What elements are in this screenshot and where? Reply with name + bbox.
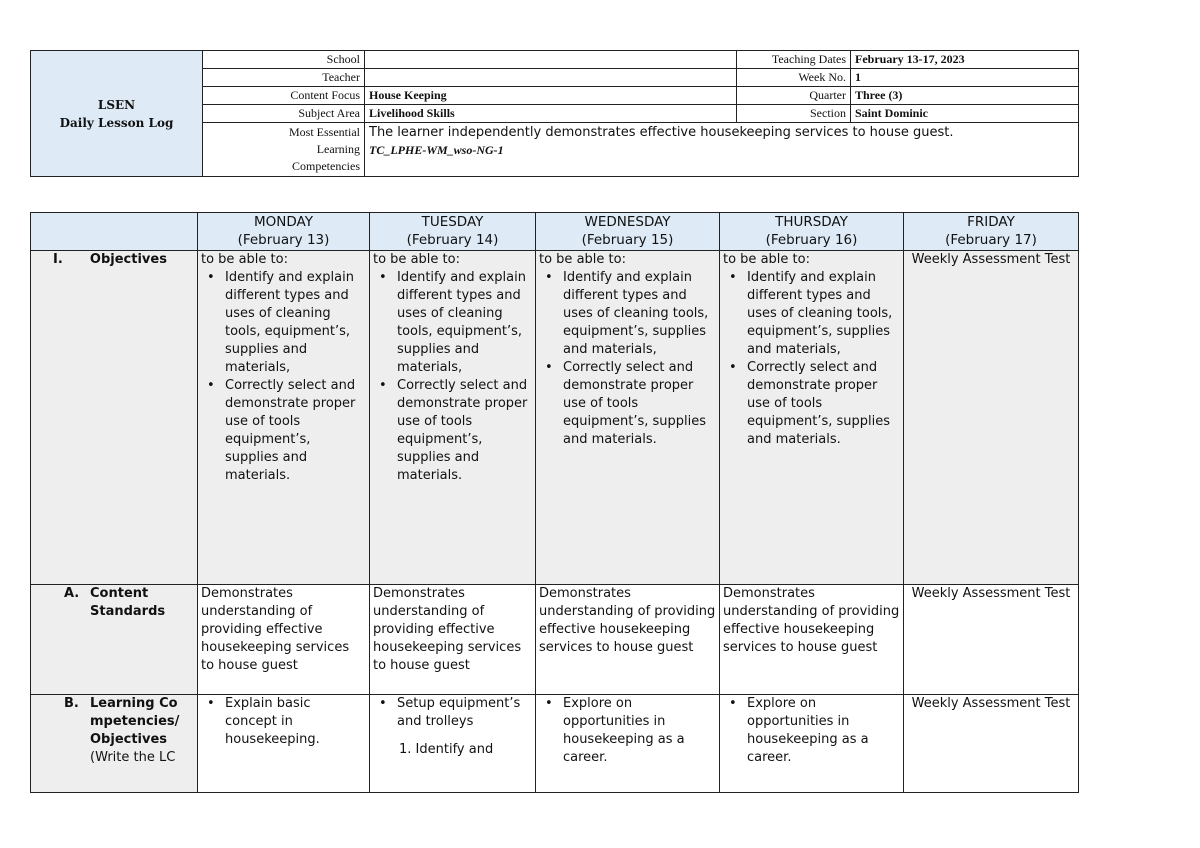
day-header-tuesday <box>370 213 536 251</box>
day-header-thursday <box>720 213 904 251</box>
learning-competencies-header <box>31 695 198 793</box>
teaching-dates-value: February 13-17, 2023 <box>851 51 1079 69</box>
objectives-intro: to be able to: <box>723 252 810 267</box>
teacher-label: Teacher <box>203 69 365 87</box>
learning-competencies-monday <box>198 695 370 793</box>
lesson-log-brand <box>31 51 203 177</box>
objectives-tuesday <box>370 251 536 585</box>
competency-item: • Explain basic concept in housekeeping. <box>225 695 366 749</box>
day-name: THURSDAY <box>775 214 848 230</box>
content-focus-label: Content Focus <box>203 87 365 105</box>
quarter-value: Three (3) <box>851 87 1079 105</box>
school-value <box>365 51 737 69</box>
objective-item: • Correctly select and demonstrate proper use of tools equipment’s, supplies and materials. <box>747 359 900 449</box>
content-standards-tuesday: Demonstrates understanding of providing effective housekeeping services to house guest <box>370 585 536 695</box>
objectives-thursday <box>720 251 904 585</box>
objectives-intro: to be able to: <box>201 252 288 267</box>
day-date: (February 15) <box>581 232 674 248</box>
day-header-monday <box>198 213 370 251</box>
content-standards-wednesday: Demonstrates understanding of providing effective housekeeping services to house guest <box>536 585 720 695</box>
objectives-label: I. Objectives <box>31 251 198 585</box>
learning-competencies-wednesday <box>536 695 720 793</box>
objectives-intro: to be able to: <box>539 252 626 267</box>
row-letter: A. <box>64 586 80 601</box>
content-standards-header <box>31 585 198 695</box>
day-header-friday <box>904 213 1079 251</box>
objectives-intro: to be able to: <box>373 252 460 267</box>
quarter-label: Quarter <box>737 87 851 105</box>
learning-competencies-row <box>31 695 1079 793</box>
school-label: School <box>203 51 365 69</box>
content-standards-friday: Weekly Assessment Test <box>904 585 1079 695</box>
day-name: FRIDAY <box>967 214 1015 230</box>
learning-competencies-label: Learning Competencies/Objectives <box>90 696 180 747</box>
mel-code: TC_LPHE-WM_wso-NG-1 <box>369 143 504 157</box>
objective-item: • Identify and explain different types and uses of cleaning tools, equipment’s, supplies and materials, <box>563 269 716 359</box>
content-focus-value: House Keeping <box>365 87 737 105</box>
objective-item: • Identify and explain different types and uses of cleaning tools, equipment’s, supplies and materials, <box>397 269 532 377</box>
learning-competencies-note: (Write the LC <box>90 750 176 765</box>
learning-competencies-thursday <box>720 695 904 793</box>
day-date: (February 17) <box>945 232 1037 248</box>
brand-daily-lesson-log: Daily Lesson Log <box>59 115 174 130</box>
day-date: (February 16) <box>765 232 858 248</box>
content-standards-thursday: Demonstrates understanding of providing effective housekeeping services to house guest <box>720 585 904 695</box>
row-letter: B. <box>64 696 79 711</box>
subject-area-value: Livelihood Skills <box>365 105 737 123</box>
section-label: Section <box>737 105 851 123</box>
mel-label-line2: Learning <box>316 142 360 156</box>
week-value: 1 <box>851 69 1079 87</box>
objective-item: • Identify and explain different types and uses of cleaning tools, equipment’s, supplies and materials, <box>747 269 900 359</box>
objective-item: • Identify and explain different types and uses of cleaning tools, equipment’s, supplies and materials, <box>225 269 366 377</box>
learning-competencies-tuesday <box>370 695 536 793</box>
content-standards-row <box>31 585 1079 695</box>
day-name: WEDNESDAY <box>584 214 671 230</box>
objectives-monday <box>198 251 370 585</box>
section-value: Saint Dominic <box>851 105 1079 123</box>
corner-cell <box>31 213 198 251</box>
objective-item: • Correctly select and demonstrate proper use of tools equipment’s, supplies and materials. <box>225 377 366 485</box>
teaching-dates-label: Teaching Dates <box>737 51 851 69</box>
header-table <box>30 50 1079 177</box>
mel-text: The learner independently demonstrates effective housekeeping services to house guest. <box>369 125 954 140</box>
objectives-row <box>31 251 1079 585</box>
learning-competencies-friday: Weekly Assessment Test <box>904 695 1079 793</box>
day-name: MONDAY <box>254 214 313 230</box>
week-label: Week No. <box>737 69 851 87</box>
objective-item: • Correctly select and demonstrate proper use of tools equipment’s, supplies and materials. <box>563 359 716 449</box>
objective-item: • Correctly select and demonstrate proper use of tools equipment’s, supplies and materials. <box>397 377 532 485</box>
day-date: (February 13) <box>237 232 330 248</box>
brand-lsen: LSEN <box>97 97 136 112</box>
competency-item: • Explore on opportunities in housekeeping as a career. <box>747 695 900 767</box>
weekly-plan-table <box>30 212 1079 793</box>
content-standards-label: Content Standards <box>90 586 166 619</box>
objectives-wednesday <box>536 251 720 585</box>
mel-label-line3: Competencies <box>292 159 360 173</box>
content-standards-monday: Demonstrates understanding of providing effective housekeeping services to house guest <box>198 585 370 695</box>
mel-label-line1: Most Essential <box>289 125 360 139</box>
mel-label <box>203 123 365 177</box>
subject-area-label: Subject Area <box>203 105 365 123</box>
competency-numbered-item: 1. Identify and <box>399 742 494 757</box>
day-date: (February 14) <box>406 232 499 248</box>
competency-item: • Setup equipment’s and trolleys <box>397 695 532 731</box>
mel-value <box>365 123 1079 177</box>
competency-item: • Explore on opportunities in housekeeping as a career. <box>563 695 716 767</box>
teacher-value <box>365 69 737 87</box>
day-header-wednesday <box>536 213 720 251</box>
objectives-friday: Weekly Assessment Test <box>904 251 1079 585</box>
day-name: TUESDAY <box>421 214 484 230</box>
